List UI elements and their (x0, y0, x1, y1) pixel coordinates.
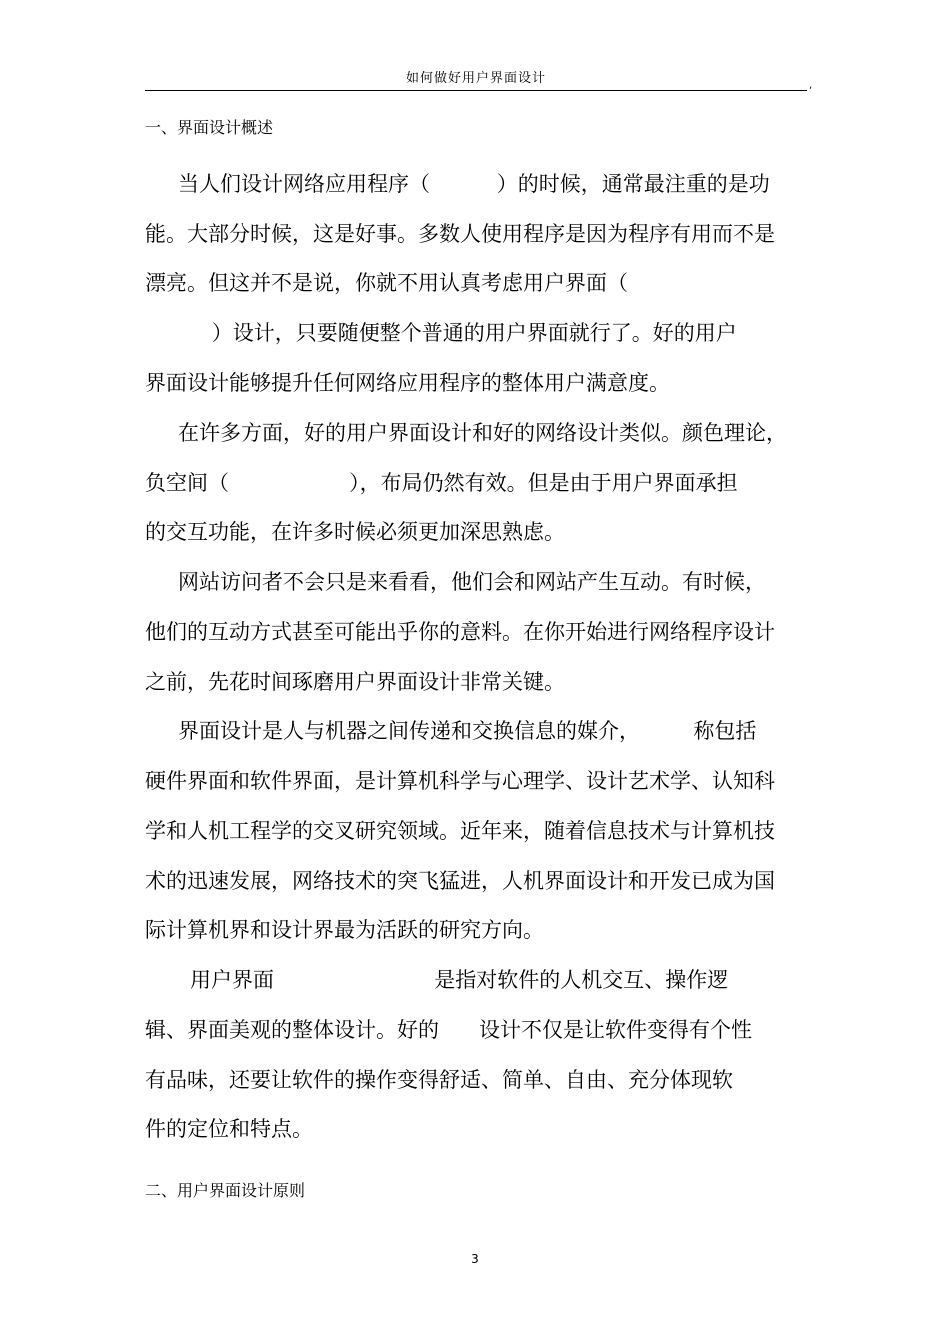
header-title: 如何做好用户界面设计 (405, 71, 546, 86)
paragraph-line: 漂亮。但这并不是说，你就不用认真考虑用户界面（ (145, 271, 628, 295)
paragraph-line: 用户界面 是指对软件的人机交互、操作逻 (190, 968, 729, 992)
section-heading-principles: 二、用户界面设计原则 (145, 1181, 306, 1200)
paragraph-line: 际计算机界和设计界最为活跃的研究方向。 (145, 918, 544, 942)
paragraph-line: 硬件界面和软件界面，是计算机科学与心理学、设计艺术学、认知科 (145, 769, 775, 793)
paragraph-line: 的交互功能，在许多时候必须更加深思熟虑。 (145, 520, 565, 544)
page-number: 3 (471, 1252, 479, 1266)
paragraph-line: 能。大部分时候，这是好事。多数人使用程序是因为程序有用而不是 (145, 222, 775, 246)
paragraph-line: 界面设计是人与机器之间传递和交换信息的媒介， 称包括 (178, 719, 757, 743)
paragraph-line: ）设计，只要随便整个普通的用户界面就行了。好的用户 (145, 321, 737, 345)
section-heading-overview: 一、界面设计概述 (145, 118, 274, 137)
paragraph-line: 术的迅速发展，网络技术的突飞猛进，人机界面设计和开发已成为国 (145, 869, 775, 893)
paragraph-line: 负空间（ ），布局仍然有效。但是由于用户界面承担 (145, 471, 738, 495)
paragraph-line: 界面设计能够提升任何网络应用程序的整体用户满意度。 (145, 371, 670, 395)
paragraph-line: 学和人机工程学的交叉研究领域。近年来，随着信息技术与计算机技 (145, 819, 775, 843)
paragraph-line: 件的定位和特点。 (145, 1117, 313, 1141)
paragraph-line: 辑、界面美观的整体设计。好的 设计不仅是让软件变得有个性 (145, 1018, 753, 1042)
paragraph-line: 网站访问者不会只是来看看，他们会和网站产生互动。有时候， (178, 570, 766, 594)
paragraph-line: 有品味，还要让软件的操作变得舒适、简单、自由、充分体现软 (145, 1068, 733, 1092)
paragraph-line: 之前，先花时间琢磨用户界面设计非常关键。 (145, 670, 565, 694)
paragraph-line: 当人们设计网络应用程序（ ）的时候，通常最注重的是功 (178, 172, 770, 196)
paragraph-line: 在许多方面，好的用户界面设计和好的网络设计类似。颜色理论， (178, 421, 787, 445)
page-header (145, 68, 807, 91)
paragraph-line: 他们的互动方式甚至可能出乎你的意料。在你开始进行网络程序设计 (145, 620, 775, 644)
header-mark: , (809, 80, 813, 91)
